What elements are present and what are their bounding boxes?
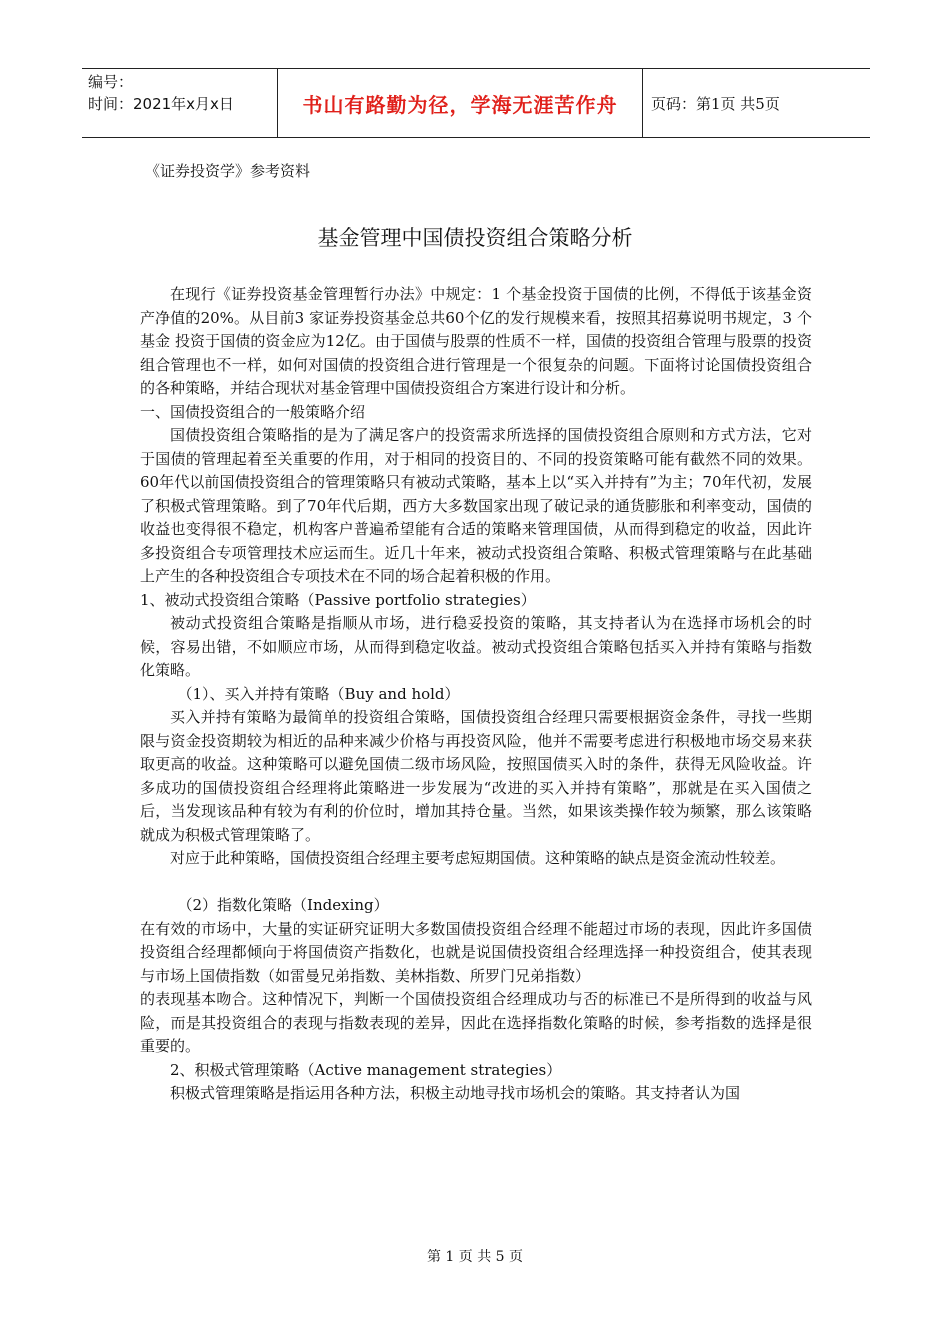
item-heading-indexing: （2）指数化策略（Indexing）: [177, 896, 389, 914]
paragraph-passive: 被动式投资组合策略是指顺从市场，进行稳妥投资的策略，其支持者认为在选择市场机会的时候，容易出错，不如顺应市场，从而得到稳定收益。被动式投资组合策略包括买入并持有策略与指数化策略。: [140, 614, 812, 679]
document-body: [140, 283, 812, 1106]
spacer: [140, 871, 812, 895]
paragraph-active: 积极式管理策略是指运用各种方法，积极主动地寻找市场机会的策略。其支持者认为国: [170, 1084, 741, 1102]
header-page-label: 页码：第1页 共5页: [651, 94, 780, 113]
header-meta: [82, 69, 278, 137]
document-time-label: 时间：2021年x月x日: [88, 95, 234, 113]
document-title: 基金管理中国债投资组合策略分析: [317, 226, 633, 250]
section-heading-1: 一、国债投资组合的一般策略介绍: [140, 402, 366, 421]
header-motto: 书山有路勤为径，学海无涯苦作舟: [278, 69, 643, 137]
paragraph-intro: 在现行《证券投资基金管理暂行办法》中规定：1 个基金投资于国债的比例，不得低于该基金资产净值的20%。从目前3 家证券投资基金总共60个亿的发行规模来看，按照其招募说明书规定，3 个基金 投资于国债的资金应为12亿。由于国债与股票的性质不一样，国债的投资组合管理与股票的投资组合管理也不一样，如何对国债的投资组合进行管理是一个很复杂的问题。下面将讨论国债投资组合的各种策略，并结合现状对基金管理中国债投资组合方案进行设计和分析。: [140, 285, 812, 397]
page-footer: 第 1 页 共 5 页: [426, 1249, 524, 1265]
paragraph-strategy-overview: 国债投资组合策略指的是为了满足客户的投资需求所选择的国债投资组合原则和方式方法，它对于国债的管理起着至关重要的作用，对于相同的投资目的、不同的投资策略可能有截然不同的效果。60年代以前国债投资组合的管理策略只有被动式策略，基本上以“买入并持有”为主；70年代初，发展了积极式管理策略。到了70年代后期，西方大多数国家出现了破记录的通货膨胀和利率变动，国债的收益也变得很不稳定，机构客户普遍希望能有合适的策略来管理国债，从而得到稳定的收益，因此许多投资组合专项管理技术应运而生。近几十年来，被动式投资组合策略、积极式管理策略与在此基础上产生的各种投资组合专项技术在不同的场合起着积极的作用。: [140, 426, 812, 585]
subsection-heading-passive: 1、被动式投资组合策略（Passive portfolio strategies）: [140, 590, 536, 609]
paragraph-buy-hold-note: 对应于此种策略，国债投资组合经理主要考虑短期国债。这种策略的缺点是资金流动性较差。: [170, 849, 786, 867]
subject-line: 《证券投资学》参考资料: [145, 162, 311, 180]
paragraph-buy-hold: 买入并持有策略为最简单的投资组合策略，国债投资组合经理只需要根据资金条件，寻找一些期限与资金投资期较为相近的品种来减少价格与再投资风险，他并不需要考虑进行积极地市场交易来获取更高的收益。这种策略可以避免国债二级市场风险，按照国债买入时的条件，获得无风险收益。许多成功的国债投资组合经理将此策略进一步发展为“改进的买入并持有策略”，那就是在买入国债之后，当发现该品种有较为有利的价位时，增加其持仓量。当然，如果该类操作较为频繁，那么该策略就成为积极式管理策略了。: [140, 708, 812, 844]
subsection-heading-active: 2、积极式管理策略（Active management strategies）: [170, 1060, 562, 1079]
document-number-label: 编号：: [88, 73, 134, 91]
paragraph-indexing-2: 的表现基本吻合。这种情况下，判断一个国债投资组合经理成功与否的标准已不是所得到的收益与风险，而是其投资组合的表现与指数表现的差异，因此在选择指数化策略的时候，参考指数的选择是很重要的。: [140, 990, 812, 1055]
paragraph-indexing-1: 在有效的市场中，大量的实证研究证明大多数国债投资组合经理不能超过市场的表现，因此许多国债投资组合经理都倾向于将国债资产指数化，也就是说国债投资组合经理选择一种投资组合，使其表现与市场上国债指数（如雷曼兄弟指数、美林指数、所罗门兄弟指数）: [140, 919, 812, 985]
item-heading-buy-hold: （1）、买入并持有策略（Buy and hold）: [177, 684, 460, 703]
page-header: [82, 68, 870, 138]
